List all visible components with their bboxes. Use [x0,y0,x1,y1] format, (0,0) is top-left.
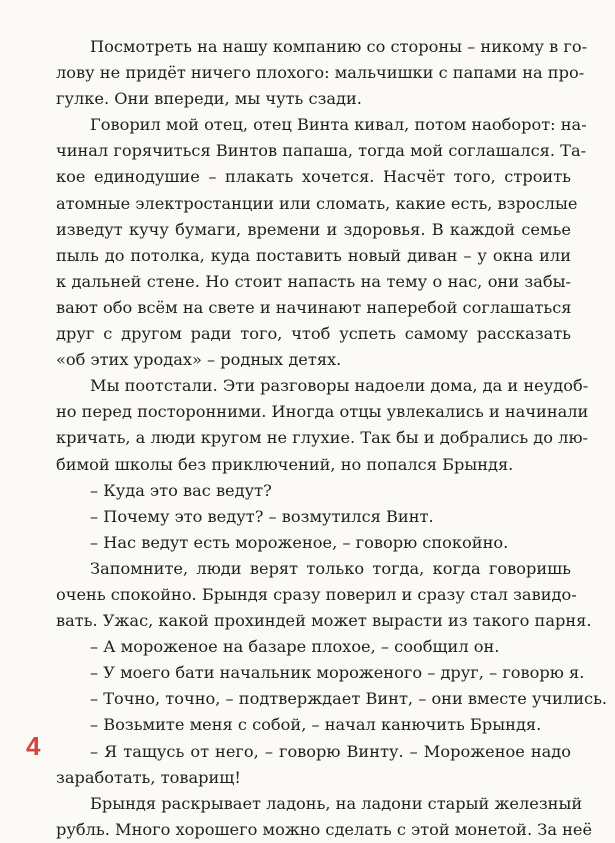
text-line: Брындя раскрывает ладонь, на ладони старый железный [90,793,583,813]
text-line: к дальней стене. Но стоит напасть на тему о нас, они забы- [56,271,571,291]
text-line: кое единодушие – плакать хочется. Насчёт того, строить [56,167,571,187]
text-line: бимой школы без приключений, но попался Брындя. [56,454,514,474]
text-line: Говорил мой отец, отец Винта кивал, потом наоборот: на- [90,115,587,135]
text-line: лову не придёт ничего плохого: мальчишки с папами на про- [56,63,585,83]
dialogue-line: – Нас ведут есть мороженое, – говорю спокойно. [90,532,509,552]
text-line: вать. Ужас, какой прохиндей может вырасти из такого парня. [56,611,592,631]
text-line: пыль до потолка, куда поставить новый диван – у окна или [56,245,571,265]
dialogue-line: – Куда это вас ведут? [90,480,272,500]
text-line: «об этих уродах» – родных детях. [56,350,342,370]
dialogue-line: – Я тащусь от него, – говорю Винту. – Мороженое надо [90,741,571,761]
text-line: гулке. Они впереди, мы чуть сзади. [56,89,362,109]
dialogue-line: – У моего бати начальник мороженого – друг, – говорю я. [90,663,585,683]
text-line: заработать, товарищ! [56,767,241,787]
text-line: но перед посторонними. Иногда отцы увлекались и начинали [56,402,589,422]
dialogue-line: – Точно, точно, – подтверждает Винт, – они вместе учились. [90,689,608,709]
dialogue-line: – Почему это ведут? – возмутился Винт. [90,506,434,526]
dialogue-line: – А мороженое на базаре плохое, – сообщил он. [90,637,500,657]
body-text [56,34,608,843]
text-line: Запомните, люди верят только тогда, когда говоришь [90,558,571,578]
page-number: 4 [26,731,41,761]
dialogue-line: – Возьмите меня с собой, – начал канючить Брындя. [90,715,542,735]
text-line: кричать, а люди кругом не глухие. Так бы и добрались до лю- [56,428,589,448]
text-line: чинал горячиться Винтов папаша, тогда мой соглашался. Та- [56,141,587,161]
text-line: атомные электростанции или сломать, какие есть, взрослые [56,193,578,213]
text-line: рубль. Много хорошего можно сделать с этой монетой. За неё [56,819,593,839]
text-line: Посмотреть на нашу компанию со стороны – никому в го- [90,37,588,56]
text-line: очень спокойно. Брындя сразу поверил и сразу стал завидо- [56,584,577,604]
text-line: друг с другом ради того, чтоб успеть самому рассказать [56,324,571,344]
text-line: изведут кучу бумаги, времени и здоровья. В каждой семье [56,219,571,239]
text-line: вают обо всём на свете и начинают наперебой соглашаться [56,297,572,317]
text-line: Мы поотстали. Эти разговоры надоели дома, да и неудоб- [90,376,589,396]
